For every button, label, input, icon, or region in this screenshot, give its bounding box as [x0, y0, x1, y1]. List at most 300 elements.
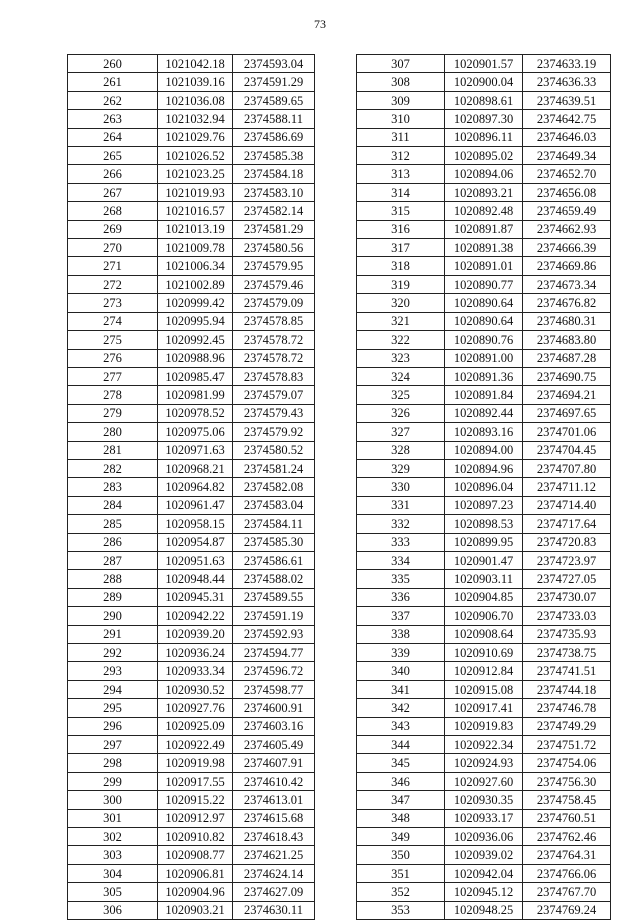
- table-row: [68, 312, 315, 330]
- point-number-cell: 284: [68, 496, 158, 514]
- x-coordinate-cell: 1021026.52: [158, 147, 233, 165]
- y-coordinate-cell: 2374711.12: [523, 478, 611, 496]
- y-coordinate-cell: 2374680.31: [523, 312, 611, 330]
- y-coordinate-cell: 2374578.72: [233, 331, 315, 349]
- point-number-cell: 294: [68, 680, 158, 698]
- y-coordinate-cell: 2374652.70: [523, 165, 611, 183]
- y-coordinate-cell: 2374579.92: [233, 423, 315, 441]
- y-coordinate-cell: 2374584.18: [233, 165, 315, 183]
- point-number-cell: 280: [68, 423, 158, 441]
- point-number-cell: 260: [68, 55, 158, 73]
- y-coordinate-cell: 2374639.51: [523, 91, 611, 109]
- y-coordinate-cell: 2374642.75: [523, 110, 611, 128]
- y-coordinate-cell: 2374584.11: [233, 515, 315, 533]
- table-row: [68, 423, 315, 441]
- x-coordinate-cell: 1020958.15: [158, 515, 233, 533]
- x-coordinate-cell: 1020890.77: [445, 275, 523, 293]
- y-coordinate-cell: 2374615.68: [233, 809, 315, 827]
- x-coordinate-cell: 1021036.08: [158, 91, 233, 109]
- coordinates-table-right: [356, 54, 611, 920]
- point-number-cell: 343: [357, 717, 445, 735]
- point-number-cell: 324: [357, 367, 445, 385]
- table-row: [68, 349, 315, 367]
- x-coordinate-cell: 1020948.25: [445, 901, 523, 919]
- x-coordinate-cell: 1020917.55: [158, 772, 233, 790]
- table-row: [357, 294, 611, 312]
- point-number-cell: 268: [68, 202, 158, 220]
- table-row: [357, 367, 611, 385]
- table-row: [68, 183, 315, 201]
- y-coordinate-cell: 2374756.30: [523, 772, 611, 790]
- x-coordinate-cell: 1020890.64: [445, 312, 523, 330]
- point-number-cell: 306: [68, 901, 158, 919]
- point-number-cell: 296: [68, 717, 158, 735]
- point-number-cell: 288: [68, 570, 158, 588]
- point-number-cell: 273: [68, 294, 158, 312]
- table-row: [68, 607, 315, 625]
- point-number-cell: 329: [357, 459, 445, 477]
- x-coordinate-cell: 1020897.30: [445, 110, 523, 128]
- x-coordinate-cell: 1020992.45: [158, 331, 233, 349]
- x-coordinate-cell: 1020891.00: [445, 349, 523, 367]
- point-number-cell: 323: [357, 349, 445, 367]
- point-number-cell: 320: [357, 294, 445, 312]
- point-number-cell: 276: [68, 349, 158, 367]
- point-number-cell: 327: [357, 423, 445, 441]
- point-number-cell: 267: [68, 183, 158, 201]
- point-number-cell: 308: [357, 73, 445, 91]
- y-coordinate-cell: 2374580.56: [233, 239, 315, 257]
- x-coordinate-cell: 1020906.70: [445, 607, 523, 625]
- y-coordinate-cell: 2374744.18: [523, 680, 611, 698]
- x-coordinate-cell: 1021039.16: [158, 73, 233, 91]
- table-row: [68, 699, 315, 717]
- y-coordinate-cell: 2374605.49: [233, 736, 315, 754]
- table-row: [68, 901, 315, 919]
- x-coordinate-cell: 1020915.22: [158, 791, 233, 809]
- y-coordinate-cell: 2374592.93: [233, 625, 315, 643]
- y-coordinate-cell: 2374694.21: [523, 386, 611, 404]
- point-number-cell: 350: [357, 846, 445, 864]
- x-coordinate-cell: 1020896.11: [445, 128, 523, 146]
- y-coordinate-cell: 2374583.10: [233, 183, 315, 201]
- table-row: [68, 331, 315, 349]
- y-coordinate-cell: 2374581.24: [233, 459, 315, 477]
- point-number-cell: 307: [357, 55, 445, 73]
- y-coordinate-cell: 2374741.51: [523, 662, 611, 680]
- x-coordinate-cell: 1020919.83: [445, 717, 523, 735]
- x-coordinate-cell: 1020936.06: [445, 828, 523, 846]
- table-row: [357, 533, 611, 551]
- table-row: [68, 165, 315, 183]
- point-number-cell: 264: [68, 128, 158, 146]
- table-row: [357, 625, 611, 643]
- y-coordinate-cell: 2374581.29: [233, 220, 315, 238]
- point-number-cell: 304: [68, 864, 158, 882]
- point-number-cell: 330: [357, 478, 445, 496]
- table-row: [357, 662, 611, 680]
- x-coordinate-cell: 1020910.82: [158, 828, 233, 846]
- point-number-cell: 326: [357, 404, 445, 422]
- point-number-cell: 289: [68, 588, 158, 606]
- x-coordinate-cell: 1020903.11: [445, 570, 523, 588]
- x-coordinate-cell: 1020893.16: [445, 423, 523, 441]
- table-row: [68, 478, 315, 496]
- y-coordinate-cell: 2374630.11: [233, 901, 315, 919]
- point-number-cell: 283: [68, 478, 158, 496]
- x-coordinate-cell: 1020893.21: [445, 183, 523, 201]
- table-row: [357, 644, 611, 662]
- table-row: [68, 809, 315, 827]
- point-number-cell: 313: [357, 165, 445, 183]
- point-number-cell: 344: [357, 736, 445, 754]
- point-number-cell: 303: [68, 846, 158, 864]
- x-coordinate-cell: 1021029.76: [158, 128, 233, 146]
- y-coordinate-cell: 2374751.72: [523, 736, 611, 754]
- x-coordinate-cell: 1021019.93: [158, 183, 233, 201]
- table-row: [68, 496, 315, 514]
- page-number: 73: [314, 17, 326, 31]
- table-row: [68, 91, 315, 109]
- y-coordinate-cell: 2374589.55: [233, 588, 315, 606]
- x-coordinate-cell: 1020903.21: [158, 901, 233, 919]
- y-coordinate-cell: 2374762.46: [523, 828, 611, 846]
- x-coordinate-cell: 1020891.38: [445, 239, 523, 257]
- table-row: [357, 699, 611, 717]
- x-coordinate-cell: 1020891.36: [445, 367, 523, 385]
- table-row: [68, 551, 315, 569]
- point-number-cell: 351: [357, 864, 445, 882]
- y-coordinate-cell: 2374749.29: [523, 717, 611, 735]
- y-coordinate-cell: 2374585.38: [233, 147, 315, 165]
- x-coordinate-cell: 1020971.63: [158, 441, 233, 459]
- table-row: [357, 901, 611, 919]
- x-coordinate-cell: 1020891.01: [445, 257, 523, 275]
- y-coordinate-cell: 2374594.77: [233, 644, 315, 662]
- point-number-cell: 275: [68, 331, 158, 349]
- point-number-cell: 342: [357, 699, 445, 717]
- table-row: [357, 828, 611, 846]
- x-coordinate-cell: 1020933.34: [158, 662, 233, 680]
- x-coordinate-cell: 1020942.22: [158, 607, 233, 625]
- x-coordinate-cell: 1020930.35: [445, 791, 523, 809]
- y-coordinate-cell: 2374754.06: [523, 754, 611, 772]
- y-coordinate-cell: 2374767.70: [523, 883, 611, 901]
- y-coordinate-cell: 2374598.77: [233, 680, 315, 698]
- x-coordinate-cell: 1021032.94: [158, 110, 233, 128]
- point-number-cell: 310: [357, 110, 445, 128]
- x-coordinate-cell: 1021006.34: [158, 257, 233, 275]
- y-coordinate-cell: 2374714.40: [523, 496, 611, 514]
- table-row: [68, 147, 315, 165]
- y-coordinate-cell: 2374738.75: [523, 644, 611, 662]
- table-row: [357, 717, 611, 735]
- point-number-cell: 279: [68, 404, 158, 422]
- table-row: [357, 73, 611, 91]
- y-coordinate-cell: 2374727.05: [523, 570, 611, 588]
- x-coordinate-cell: 1020933.17: [445, 809, 523, 827]
- y-coordinate-cell: 2374758.45: [523, 791, 611, 809]
- point-number-cell: 338: [357, 625, 445, 643]
- x-coordinate-cell: 1020899.95: [445, 533, 523, 551]
- table-row: [68, 736, 315, 754]
- table-row: [357, 441, 611, 459]
- y-coordinate-cell: 2374579.07: [233, 386, 315, 404]
- y-coordinate-cell: 2374717.64: [523, 515, 611, 533]
- x-coordinate-cell: 1020999.42: [158, 294, 233, 312]
- x-coordinate-cell: 1020908.64: [445, 625, 523, 643]
- point-number-cell: 321: [357, 312, 445, 330]
- point-number-cell: 339: [357, 644, 445, 662]
- y-coordinate-cell: 2374676.82: [523, 294, 611, 312]
- point-number-cell: 312: [357, 147, 445, 165]
- table-row: [357, 275, 611, 293]
- table-row: [357, 165, 611, 183]
- point-number-cell: 336: [357, 588, 445, 606]
- y-coordinate-cell: 2374600.91: [233, 699, 315, 717]
- point-number-cell: 266: [68, 165, 158, 183]
- x-coordinate-cell: 1021013.19: [158, 220, 233, 238]
- table-row: [357, 386, 611, 404]
- table-row: [357, 754, 611, 772]
- table-row: [68, 680, 315, 698]
- x-coordinate-cell: 1020924.93: [445, 754, 523, 772]
- y-coordinate-cell: 2374579.95: [233, 257, 315, 275]
- point-number-cell: 270: [68, 239, 158, 257]
- y-coordinate-cell: 2374578.72: [233, 349, 315, 367]
- y-coordinate-cell: 2374627.09: [233, 883, 315, 901]
- x-coordinate-cell: 1020988.96: [158, 349, 233, 367]
- point-number-cell: 282: [68, 459, 158, 477]
- table-row: [68, 846, 315, 864]
- x-coordinate-cell: 1020894.06: [445, 165, 523, 183]
- x-coordinate-cell: 1021002.89: [158, 275, 233, 293]
- table-row: [357, 570, 611, 588]
- x-coordinate-cell: 1020900.04: [445, 73, 523, 91]
- point-number-cell: 265: [68, 147, 158, 165]
- x-coordinate-cell: 1020890.76: [445, 331, 523, 349]
- x-coordinate-cell: 1020954.87: [158, 533, 233, 551]
- y-coordinate-cell: 2374580.52: [233, 441, 315, 459]
- point-number-cell: 301: [68, 809, 158, 827]
- x-coordinate-cell: 1020925.09: [158, 717, 233, 735]
- table-row: [357, 772, 611, 790]
- y-coordinate-cell: 2374578.83: [233, 367, 315, 385]
- point-number-cell: 271: [68, 257, 158, 275]
- x-coordinate-cell: 1020942.04: [445, 864, 523, 882]
- point-number-cell: 322: [357, 331, 445, 349]
- point-number-cell: 347: [357, 791, 445, 809]
- y-coordinate-cell: 2374591.29: [233, 73, 315, 91]
- y-coordinate-cell: 2374588.02: [233, 570, 315, 588]
- table-row: [68, 459, 315, 477]
- table-row: [68, 533, 315, 551]
- table-row: [68, 257, 315, 275]
- point-number-cell: 287: [68, 551, 158, 569]
- y-coordinate-cell: 2374697.65: [523, 404, 611, 422]
- point-number-cell: 302: [68, 828, 158, 846]
- table-row: [357, 239, 611, 257]
- point-number-cell: 281: [68, 441, 158, 459]
- x-coordinate-cell: 1020895.02: [445, 147, 523, 165]
- y-coordinate-cell: 2374662.93: [523, 220, 611, 238]
- x-coordinate-cell: 1020951.63: [158, 551, 233, 569]
- table-row: [357, 459, 611, 477]
- x-coordinate-cell: 1020897.23: [445, 496, 523, 514]
- x-coordinate-cell: 1020917.41: [445, 699, 523, 717]
- x-coordinate-cell: 1020904.96: [158, 883, 233, 901]
- point-number-cell: 337: [357, 607, 445, 625]
- point-number-cell: 340: [357, 662, 445, 680]
- point-number-cell: 318: [357, 257, 445, 275]
- table-row: [357, 183, 611, 201]
- table-row: [357, 147, 611, 165]
- x-coordinate-cell: 1021023.25: [158, 165, 233, 183]
- table-row: [68, 55, 315, 73]
- x-coordinate-cell: 1020930.52: [158, 680, 233, 698]
- x-coordinate-cell: 1020945.31: [158, 588, 233, 606]
- x-coordinate-cell: 1020910.69: [445, 644, 523, 662]
- y-coordinate-cell: 2374764.31: [523, 846, 611, 864]
- y-coordinate-cell: 2374633.19: [523, 55, 611, 73]
- point-number-cell: 305: [68, 883, 158, 901]
- point-number-cell: 278: [68, 386, 158, 404]
- table-row: [357, 331, 611, 349]
- y-coordinate-cell: 2374735.93: [523, 625, 611, 643]
- point-number-cell: 297: [68, 736, 158, 754]
- y-coordinate-cell: 2374578.85: [233, 312, 315, 330]
- table-row: [68, 220, 315, 238]
- y-coordinate-cell: 2374603.16: [233, 717, 315, 735]
- y-coordinate-cell: 2374649.34: [523, 147, 611, 165]
- table-row: [357, 220, 611, 238]
- point-number-cell: 317: [357, 239, 445, 257]
- x-coordinate-cell: 1020995.94: [158, 312, 233, 330]
- x-coordinate-cell: 1020927.76: [158, 699, 233, 717]
- table-row: [68, 110, 315, 128]
- table-row: [357, 312, 611, 330]
- table-row: [68, 128, 315, 146]
- table-row: [68, 202, 315, 220]
- y-coordinate-cell: 2374690.75: [523, 367, 611, 385]
- x-coordinate-cell: 1020968.21: [158, 459, 233, 477]
- point-number-cell: 353: [357, 901, 445, 919]
- y-coordinate-cell: 2374607.91: [233, 754, 315, 772]
- table-row: [68, 275, 315, 293]
- table-row: [357, 202, 611, 220]
- table-row: [68, 883, 315, 901]
- table-row: [68, 294, 315, 312]
- table-row: [357, 128, 611, 146]
- x-coordinate-cell: 1020975.06: [158, 423, 233, 441]
- point-number-cell: 328: [357, 441, 445, 459]
- x-coordinate-cell: 1021016.57: [158, 202, 233, 220]
- y-coordinate-cell: 2374585.30: [233, 533, 315, 551]
- point-number-cell: 263: [68, 110, 158, 128]
- table-row: [68, 754, 315, 772]
- point-number-cell: 274: [68, 312, 158, 330]
- point-number-cell: 316: [357, 220, 445, 238]
- table-row: [357, 846, 611, 864]
- table-row: [357, 736, 611, 754]
- x-coordinate-cell: 1020891.87: [445, 220, 523, 238]
- y-coordinate-cell: 2374659.49: [523, 202, 611, 220]
- table-row: [357, 588, 611, 606]
- y-coordinate-cell: 2374669.86: [523, 257, 611, 275]
- x-coordinate-cell: 1020901.47: [445, 551, 523, 569]
- table-row: [68, 717, 315, 735]
- table-row: [357, 55, 611, 73]
- x-coordinate-cell: 1020904.85: [445, 588, 523, 606]
- y-coordinate-cell: 2374656.08: [523, 183, 611, 201]
- x-coordinate-cell: 1020964.82: [158, 478, 233, 496]
- table-row: [68, 73, 315, 91]
- table-row: [357, 404, 611, 422]
- x-coordinate-cell: 1020939.02: [445, 846, 523, 864]
- x-coordinate-cell: 1020890.64: [445, 294, 523, 312]
- point-number-cell: 262: [68, 91, 158, 109]
- x-coordinate-cell: 1020892.48: [445, 202, 523, 220]
- table-row: [357, 607, 611, 625]
- y-coordinate-cell: 2374666.39: [523, 239, 611, 257]
- y-coordinate-cell: 2374683.80: [523, 331, 611, 349]
- point-number-cell: 295: [68, 699, 158, 717]
- point-number-cell: 346: [357, 772, 445, 790]
- y-coordinate-cell: 2374579.09: [233, 294, 315, 312]
- y-coordinate-cell: 2374766.06: [523, 864, 611, 882]
- point-number-cell: 352: [357, 883, 445, 901]
- x-coordinate-cell: 1021042.18: [158, 55, 233, 73]
- point-number-cell: 293: [68, 662, 158, 680]
- y-coordinate-cell: 2374704.45: [523, 441, 611, 459]
- y-coordinate-cell: 2374687.28: [523, 349, 611, 367]
- point-number-cell: 315: [357, 202, 445, 220]
- x-coordinate-cell: 1020894.00: [445, 441, 523, 459]
- point-number-cell: 325: [357, 386, 445, 404]
- x-coordinate-cell: 1020894.96: [445, 459, 523, 477]
- point-number-cell: 333: [357, 533, 445, 551]
- table-row: [68, 367, 315, 385]
- y-coordinate-cell: 2374589.65: [233, 91, 315, 109]
- x-coordinate-cell: 1021009.78: [158, 239, 233, 257]
- x-coordinate-cell: 1020898.53: [445, 515, 523, 533]
- point-number-cell: 334: [357, 551, 445, 569]
- point-number-cell: 285: [68, 515, 158, 533]
- y-coordinate-cell: 2374723.97: [523, 551, 611, 569]
- y-coordinate-cell: 2374636.33: [523, 73, 611, 91]
- table-row: [357, 423, 611, 441]
- y-coordinate-cell: 2374621.25: [233, 846, 315, 864]
- x-coordinate-cell: 1020948.44: [158, 570, 233, 588]
- x-coordinate-cell: 1020892.44: [445, 404, 523, 422]
- y-coordinate-cell: 2374646.03: [523, 128, 611, 146]
- y-coordinate-cell: 2374591.19: [233, 607, 315, 625]
- x-coordinate-cell: 1020985.47: [158, 367, 233, 385]
- table-row: [68, 441, 315, 459]
- x-coordinate-cell: 1020927.60: [445, 772, 523, 790]
- point-number-cell: 269: [68, 220, 158, 238]
- y-coordinate-cell: 2374733.03: [523, 607, 611, 625]
- point-number-cell: 319: [357, 275, 445, 293]
- table-row: [357, 551, 611, 569]
- point-number-cell: 332: [357, 515, 445, 533]
- table-row: [357, 864, 611, 882]
- y-coordinate-cell: 2374673.34: [523, 275, 611, 293]
- y-coordinate-cell: 2374582.14: [233, 202, 315, 220]
- y-coordinate-cell: 2374588.11: [233, 110, 315, 128]
- y-coordinate-cell: 2374579.46: [233, 275, 315, 293]
- x-coordinate-cell: 1020919.98: [158, 754, 233, 772]
